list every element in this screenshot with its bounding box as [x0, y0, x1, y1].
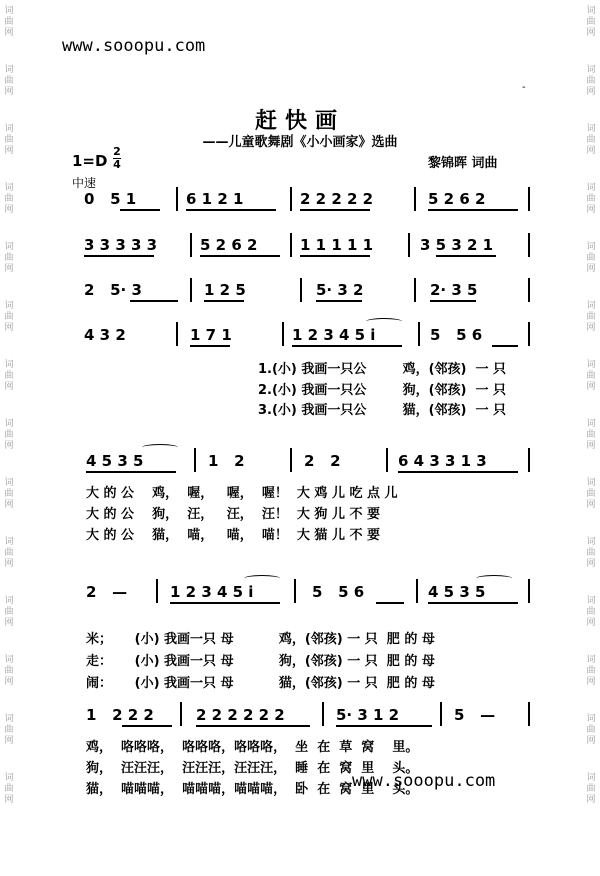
watermark-char: 曲 — [4, 784, 14, 794]
song-subtitle: ——儿童歌舞剧《小小画家》选曲 — [202, 135, 398, 150]
watermark-char: 网 — [586, 618, 596, 628]
watermark-char: 曲 — [586, 194, 596, 204]
watermark-group — [4, 596, 13, 629]
beam — [84, 255, 154, 257]
watermark-char: 网 — [586, 559, 596, 569]
watermark-char: 网 — [4, 618, 14, 628]
measure: 6 4 3 3 1 3 — [398, 452, 487, 470]
watermark-char: 词 — [4, 183, 14, 193]
barline — [414, 278, 416, 302]
watermark-char: 曲 — [4, 548, 14, 558]
measure: 1 2 5 — [204, 281, 246, 299]
watermark-char: 词 — [4, 360, 14, 370]
barline — [300, 278, 302, 302]
watermark-char: 曲 — [586, 135, 596, 145]
watermark-char: 曲 — [4, 489, 14, 499]
watermark-char: 曲 — [4, 194, 14, 204]
watermark-char: 词 — [4, 419, 14, 429]
time-signature: 2 4 — [113, 145, 121, 171]
watermark-char: 词 — [4, 65, 14, 75]
watermark-char: 词 — [586, 537, 596, 547]
barline — [528, 702, 530, 726]
watermark-char: 曲 — [586, 430, 596, 440]
watermark-char: 曲 — [586, 489, 596, 499]
watermark-char: 词 — [4, 655, 14, 665]
watermark-group — [4, 360, 13, 393]
measure: 5 5 6 — [430, 326, 483, 344]
beam — [428, 209, 518, 211]
barline — [440, 702, 442, 726]
barline — [528, 448, 530, 472]
watermark-char: 词 — [4, 773, 14, 783]
measure: 1 7 1 — [190, 326, 232, 344]
watermark-group — [586, 65, 595, 98]
beam — [428, 602, 518, 604]
watermark-char: 词 — [586, 242, 596, 252]
watermark-char: 曲 — [586, 253, 596, 263]
watermark-char: 曲 — [586, 784, 596, 794]
barline — [528, 233, 530, 257]
watermark-group — [586, 596, 595, 629]
slur — [142, 444, 178, 451]
slur — [476, 575, 512, 582]
corner-mark: - — [522, 82, 526, 93]
watermark-group — [4, 419, 13, 452]
watermark-group — [4, 242, 13, 275]
watermark-char: 网 — [586, 795, 596, 805]
slur — [244, 575, 280, 582]
measure: 5 — — [454, 706, 496, 724]
lyric-line-3: 大 的 公 猫， 喵， 喵， 喵！ 大 猫 儿 不 要 — [86, 528, 380, 543]
barline — [416, 579, 418, 603]
barline — [528, 187, 530, 211]
barline — [180, 702, 182, 726]
beam — [204, 300, 244, 302]
watermark-char: 曲 — [4, 371, 14, 381]
measure: 1 2 3 4 5 i — [292, 326, 376, 344]
measure: 5 2 6 2 — [428, 190, 486, 208]
watermark-char: 词 — [4, 6, 14, 16]
watermark-char: 网 — [586, 87, 596, 97]
lyric-line-1: 鸡， 咯咯咯， 咯咯咯，咯咯咯， 坐 在 草 窝 里。 — [86, 740, 419, 755]
watermark-char: 网 — [586, 264, 596, 274]
watermark-char: 曲 — [4, 607, 14, 617]
beam — [492, 345, 518, 347]
barline — [294, 579, 296, 603]
watermark-char: 词 — [4, 478, 14, 488]
beam — [186, 209, 276, 211]
beam — [292, 345, 402, 347]
watermark-char: 曲 — [586, 607, 596, 617]
watermark-group — [586, 301, 595, 334]
watermark-char: 词 — [586, 360, 596, 370]
beam — [86, 471, 176, 473]
measure: 4 5 3 5 — [428, 583, 486, 601]
watermark-char: 曲 — [4, 76, 14, 86]
watermark-char: 网 — [586, 146, 596, 156]
measure: 5· 3 1 2 — [336, 706, 400, 724]
lyric-line-3: 闹： (小) 我画一只 母 猫，(邻孩) 一 只 肥 的 母 — [86, 676, 435, 691]
watermark-char: 词 — [4, 242, 14, 252]
barline — [194, 448, 196, 472]
watermark-group — [586, 419, 595, 452]
barline — [322, 702, 324, 726]
watermark-char: 曲 — [4, 430, 14, 440]
song-title: 赶快画 — [254, 108, 345, 134]
measure: 5 2 6 2 — [200, 236, 258, 254]
watermark-char: 曲 — [586, 312, 596, 322]
watermark-char: 网 — [4, 28, 14, 38]
measure: 2· 3 5 — [430, 281, 478, 299]
barline — [290, 233, 292, 257]
watermark-char: 曲 — [4, 135, 14, 145]
watermark-char: 曲 — [586, 17, 596, 27]
beam — [200, 255, 280, 257]
slur — [366, 318, 402, 325]
watermark-char: 网 — [586, 441, 596, 451]
watermark-group — [586, 537, 595, 570]
watermark-group — [4, 478, 13, 511]
watermark-char: 词 — [586, 124, 596, 134]
beam — [430, 300, 476, 302]
barline — [408, 233, 410, 257]
watermark-group — [586, 6, 595, 39]
lyric-line-1: 大 的 公 鸡， 喔， 喔， 喔！ 大 鸡 儿 吃 点 儿 — [86, 486, 398, 501]
beam — [130, 300, 178, 302]
watermark-group — [4, 6, 13, 39]
lyric-line-1: 米； (小) 我画一只 母 鸡，(邻孩) 一 只 肥 的 母 — [86, 632, 435, 647]
watermark-char: 词 — [4, 714, 14, 724]
watermark-char: 词 — [586, 183, 596, 193]
watermark-char: 网 — [586, 736, 596, 746]
watermark-char: 曲 — [586, 548, 596, 558]
beam — [122, 725, 172, 727]
beam — [336, 725, 432, 727]
watermark-char: 词 — [4, 596, 14, 606]
watermark-char: 网 — [4, 441, 14, 451]
key-signature: 1=D — [72, 152, 108, 170]
composer-credit: 黎锦晖 词曲 — [428, 156, 498, 171]
watermark-char: 网 — [4, 87, 14, 97]
watermark-group — [586, 242, 595, 275]
watermark-char: 曲 — [4, 725, 14, 735]
watermark-char: 网 — [586, 28, 596, 38]
watermark-char: 曲 — [586, 666, 596, 676]
barline — [386, 448, 388, 472]
barline — [176, 187, 178, 211]
watermark-char: 词 — [586, 6, 596, 16]
barline — [290, 448, 292, 472]
watermark-char: 网 — [4, 146, 14, 156]
watermark-char: 网 — [4, 382, 14, 392]
watermark-group — [586, 655, 595, 688]
measure: 5· 3 2 — [316, 281, 364, 299]
beam — [196, 725, 310, 727]
measure: 2 5· 3 — [84, 281, 142, 299]
watermark-group — [4, 773, 13, 806]
watermark-char: 词 — [4, 301, 14, 311]
watermark-char: 网 — [586, 382, 596, 392]
watermark-group — [586, 714, 595, 747]
watermark-char: 词 — [586, 419, 596, 429]
watermark-group — [586, 360, 595, 393]
watermark-char: 网 — [4, 323, 14, 333]
measure: 2 2 2 2 2 2 — [196, 706, 285, 724]
watermark-char: 网 — [4, 677, 14, 687]
watermark-char: 词 — [4, 124, 14, 134]
lyric-line-2: 2.(小) 我画一只公 狗，(邻孩) 一 只 — [258, 383, 507, 398]
watermark-char: 网 — [586, 500, 596, 510]
watermark-char: 网 — [4, 264, 14, 274]
beam — [120, 209, 160, 211]
barline — [282, 322, 284, 346]
watermark-char: 词 — [586, 596, 596, 606]
site-url-bottom[interactable]: www.sooopu.com — [352, 771, 496, 791]
watermark-char: 词 — [4, 537, 14, 547]
lyric-line-2: 狗， 汪汪汪， 汪汪汪，汪汪汪， 睡 在 窝 里 头。 — [86, 761, 419, 776]
measure: 1 1 1 1 1 — [300, 236, 374, 254]
measure: 0 5 1 — [84, 190, 137, 208]
beam — [436, 255, 496, 257]
barline — [190, 233, 192, 257]
watermark-group — [4, 714, 13, 747]
lyric-line-3: 3.(小) 我画一只公 猫，(邻孩) 一 只 — [258, 403, 507, 418]
measure: 4 5 3 5 — [86, 452, 144, 470]
watermark-group — [4, 537, 13, 570]
lyric-line-3: 猫， 喵喵喵， 喵喵喵，喵喵喵， 卧 在 窝 里 头。 — [86, 782, 419, 797]
watermark-char: 网 — [586, 323, 596, 333]
barline — [156, 579, 158, 603]
beam — [190, 345, 230, 347]
watermark-char: 词 — [586, 65, 596, 75]
watermark-char: 词 — [586, 773, 596, 783]
watermark-group — [586, 183, 595, 216]
watermark-group — [586, 773, 595, 806]
watermark-group — [4, 183, 13, 216]
measure: 2 2 2 2 2 — [300, 190, 374, 208]
watermark-group — [4, 301, 13, 334]
barline — [418, 322, 420, 346]
measure: 3 5 3 2 1 — [420, 236, 494, 254]
measure: 1 2 3 4 5 i — [170, 583, 254, 601]
measure: 4 3 2 — [84, 326, 126, 344]
watermark-group — [4, 65, 13, 98]
beam — [376, 602, 404, 604]
watermark-char: 词 — [586, 655, 596, 665]
lyric-line-2: 大 的 公 狗， 汪， 汪， 汪！ 大 狗 儿 不 要 — [86, 507, 380, 522]
tempo-marking: 中速 — [72, 176, 97, 190]
barline — [290, 187, 292, 211]
watermark-char: 网 — [4, 795, 14, 805]
measure: 6 1 2 1 — [186, 190, 244, 208]
watermark-char: 网 — [4, 559, 14, 569]
beam — [300, 255, 370, 257]
measure: 2 — — [86, 583, 128, 601]
watermark-char: 词 — [586, 714, 596, 724]
watermark-char: 曲 — [586, 76, 596, 86]
barline — [528, 278, 530, 302]
site-url-top[interactable]: www.sooopu.com — [62, 36, 206, 56]
barline — [176, 322, 178, 346]
watermark-char: 曲 — [4, 312, 14, 322]
watermark-char: 网 — [4, 500, 14, 510]
beam — [398, 471, 518, 473]
watermark-char: 曲 — [586, 725, 596, 735]
watermark-group — [586, 478, 595, 511]
lyric-line-2: 走： (小) 我画一只 母 狗，(邻孩) 一 只 肥 的 母 — [86, 654, 435, 669]
beam — [300, 209, 370, 211]
watermark-char: 词 — [586, 301, 596, 311]
measure: 5 5 6 — [312, 583, 365, 601]
measure: 3 3 3 3 3 — [84, 236, 158, 254]
lyric-line-1: 1.(小) 我画一只公 鸡，(邻孩) 一 只 — [258, 362, 507, 377]
measure: 1 2 — [208, 452, 245, 470]
barline — [528, 322, 530, 346]
barline — [528, 579, 530, 603]
watermark-char: 曲 — [4, 17, 14, 27]
watermark-char: 词 — [586, 478, 596, 488]
beam — [170, 602, 280, 604]
barline — [414, 187, 416, 211]
measure: 2 2 — [304, 452, 341, 470]
watermark-char: 曲 — [4, 253, 14, 263]
watermark-char: 网 — [4, 736, 14, 746]
beam — [316, 300, 362, 302]
watermark-char: 曲 — [586, 371, 596, 381]
watermark-char: 网 — [586, 677, 596, 687]
watermark-char: 网 — [586, 205, 596, 215]
measure: 1 2 2 2 — [86, 706, 154, 724]
watermark-char: 网 — [4, 205, 14, 215]
watermark-group — [4, 655, 13, 688]
watermark-char: 曲 — [4, 666, 14, 676]
barline — [190, 278, 192, 302]
